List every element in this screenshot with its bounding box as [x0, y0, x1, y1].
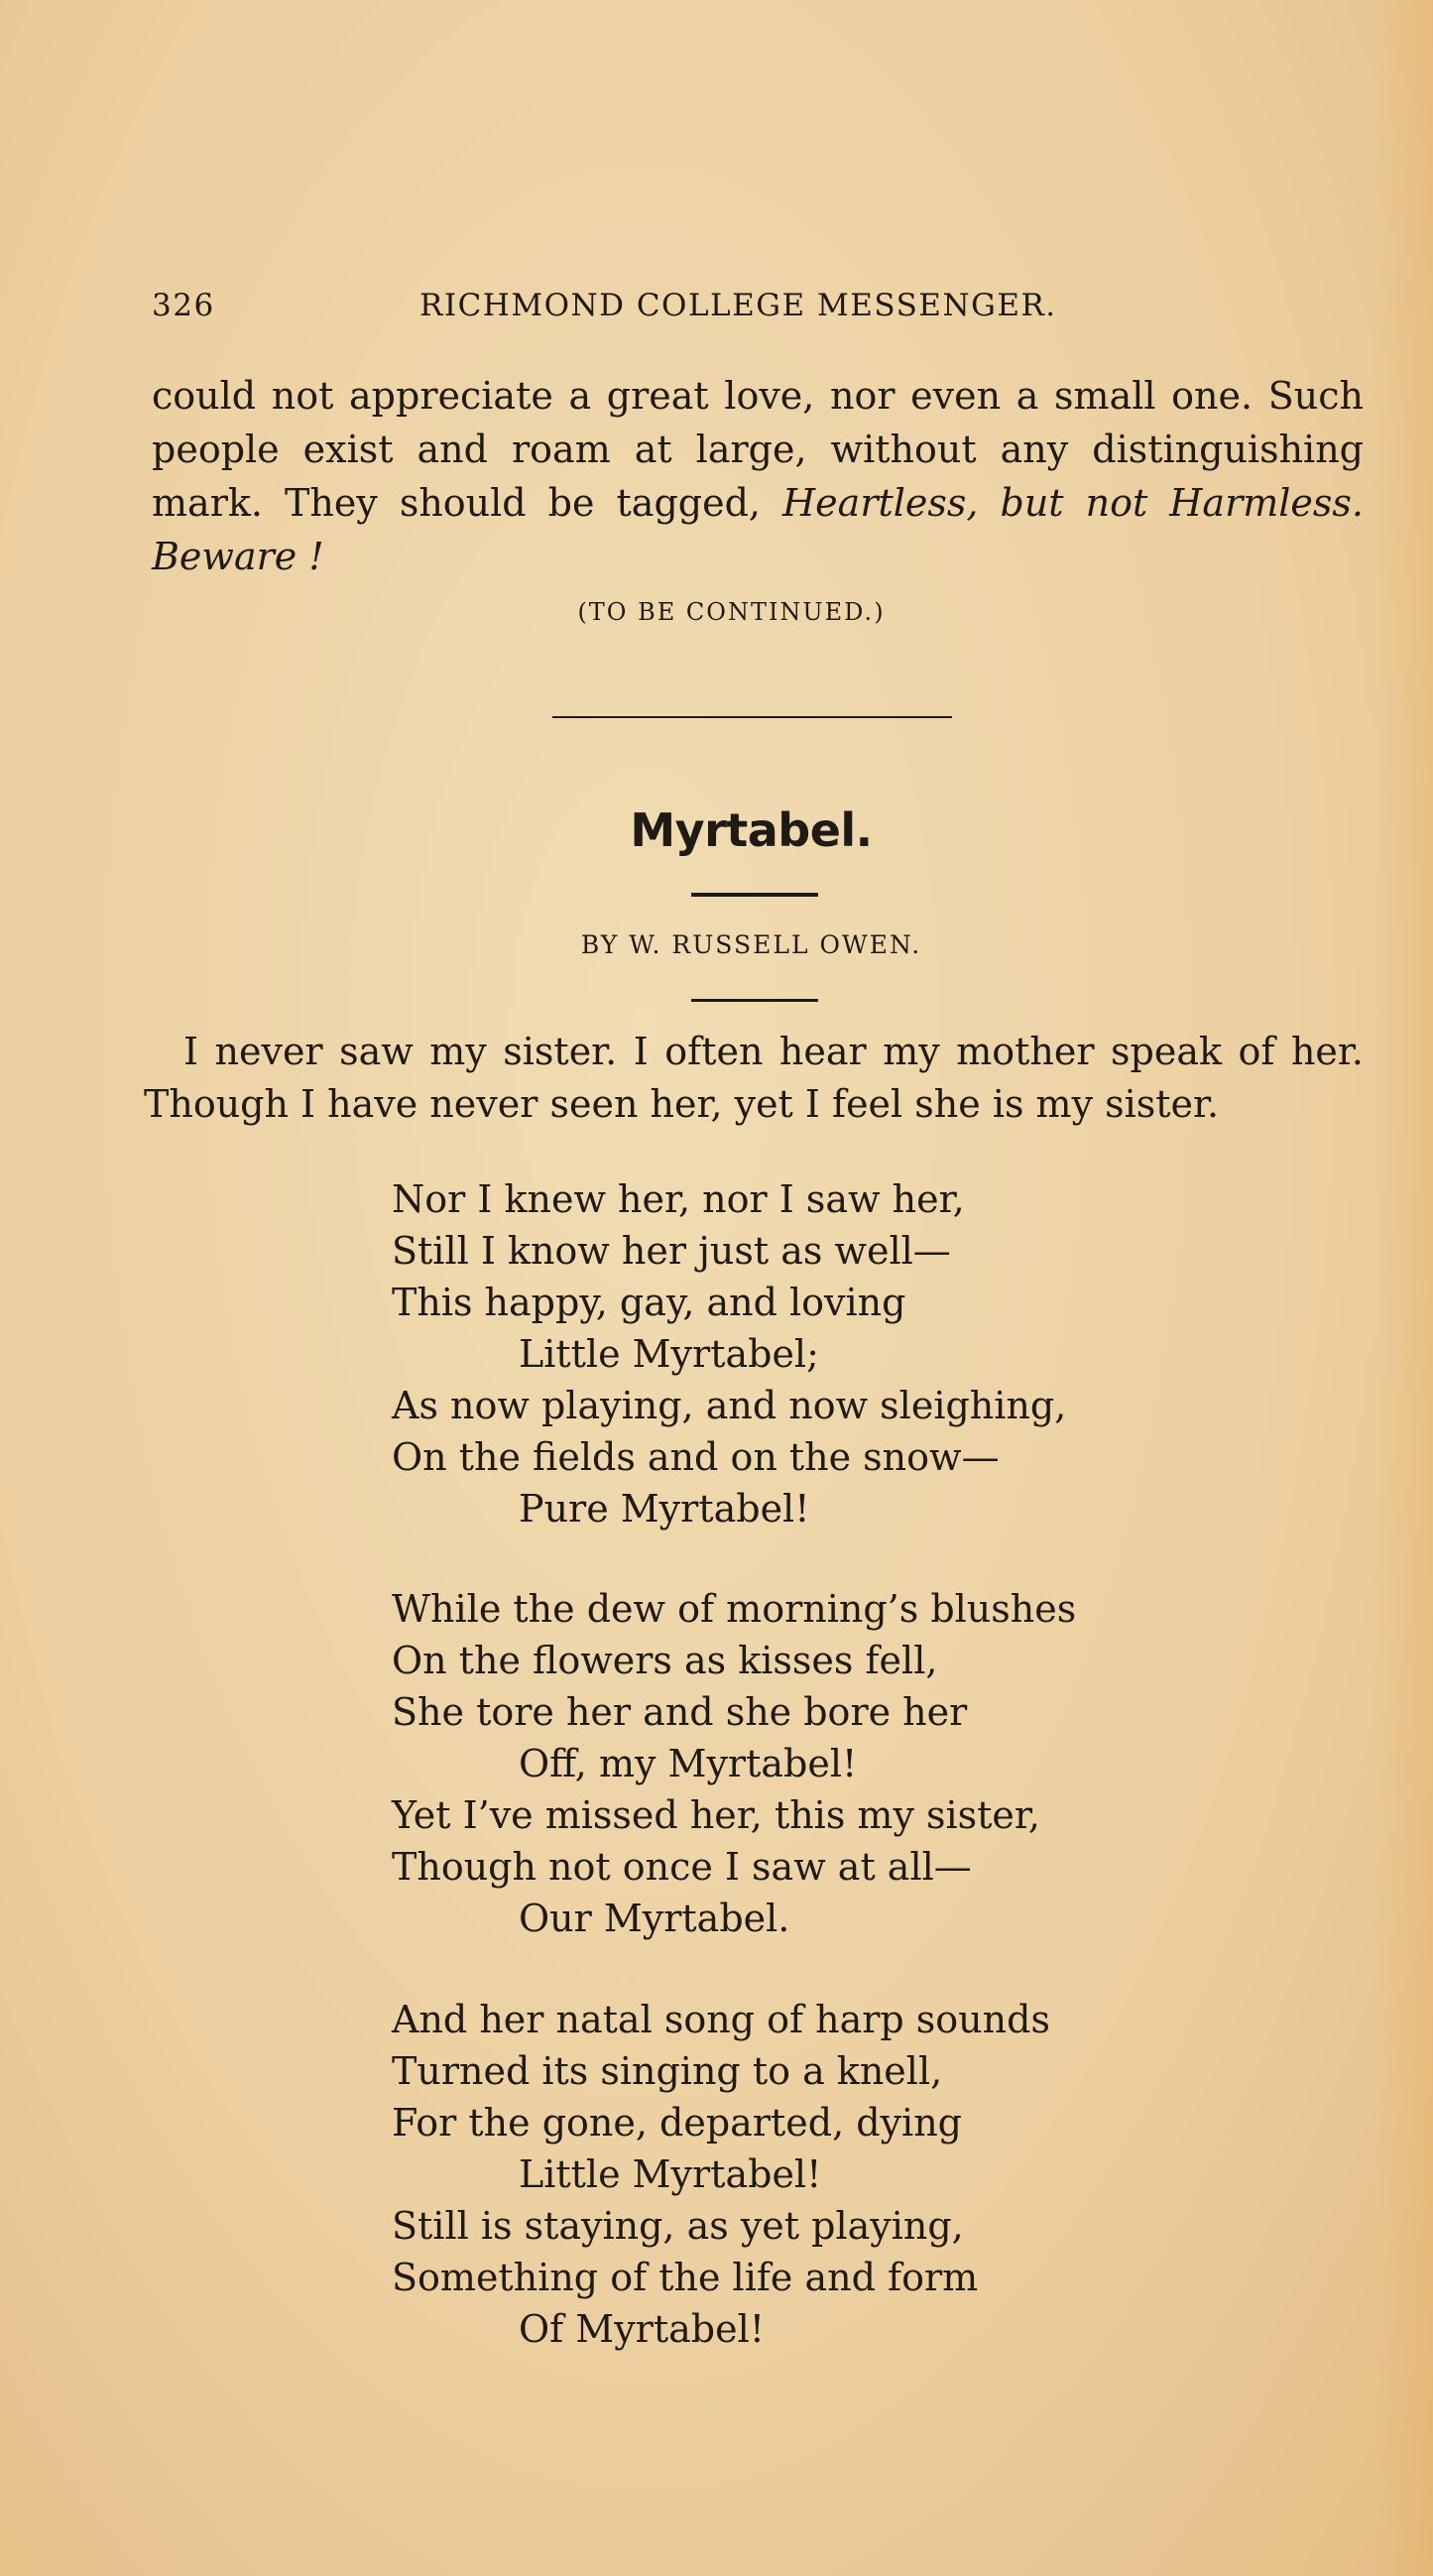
poem-stanza-1	[392, 1173, 1284, 1534]
poem-line: Still I know her just as well—	[392, 1229, 951, 1273]
title-rule-top	[691, 893, 818, 897]
poem-line: On the flowers as kisses fell,	[392, 1639, 938, 1682]
poem-refrain-line: Pure Myrtabel!	[519, 1487, 810, 1531]
previous-article-text: could not appreciate a great love, nor even a small one. Such people exist and roam at large, without any distinguishing mark. They should be tagged,	[152, 374, 1364, 525]
article-byline: BY W. RUSSELL OWEN.	[580, 930, 922, 959]
journal-title: RICHMOND COLLEGE MESSENGER.	[419, 288, 1057, 323]
poem-line: Nor I knew her, nor I saw her,	[392, 1177, 965, 1221]
article-title: Myrtabel.	[630, 803, 873, 857]
poem-refrain-line: Of Myrtabel!	[519, 2307, 766, 2351]
running-head	[152, 288, 1364, 332]
poem-line: Though not once I saw at all—	[392, 1845, 972, 1889]
previous-article-conclusion	[152, 369, 1364, 583]
poem-line: As now playing, and now sleighing,	[392, 1384, 1067, 1427]
poem-refrain-line: Our Myrtabel.	[519, 1897, 790, 1940]
poem-line: Something of the life and form	[392, 2256, 979, 2299]
poem-line: Yet I’ve missed her, this my sister,	[392, 1793, 1040, 1837]
poem-line: Turned its singing to a knell,	[392, 2049, 943, 2093]
poem-refrain-line: Little Myrtabel!	[519, 2152, 822, 2196]
poem-refrain-line: Off, my Myrtabel!	[519, 1742, 858, 1785]
poem-line: This happy, gay, and loving	[392, 1281, 906, 1324]
poem-line: And her natal song of harp sounds	[392, 1998, 1050, 2041]
poem-line: Still is staying, as yet playing,	[392, 2204, 964, 2248]
title-rule-bottom	[691, 999, 818, 1002]
poem-line: For the gone, departed, dying	[392, 2101, 962, 2145]
poem-line: She tore her and she bore her	[392, 1690, 968, 1734]
poem-refrain-line: Little Myrtabel;	[519, 1332, 819, 1376]
previous-article-italic-tag: Heartless, but not Harmless. Beware !	[152, 481, 1364, 578]
poem-stanza-2	[392, 1583, 1284, 1944]
article-intro-paragraph	[144, 1026, 1364, 1131]
poem-line: On the fields and on the snow—	[392, 1435, 1000, 1479]
intro-text: I never saw my sister. I often hear my mother speak of her. Though I have never seen her, yet I feel she is my sister.	[144, 1030, 1364, 1126]
poem-line: While the dew of morning’s blushes	[392, 1587, 1077, 1631]
poem-stanza-3	[392, 1994, 1284, 2355]
to-be-continued-note: (TO BE CONTINUED.)	[577, 598, 886, 626]
page-number: 326	[152, 288, 215, 323]
section-divider-rule	[552, 716, 952, 718]
